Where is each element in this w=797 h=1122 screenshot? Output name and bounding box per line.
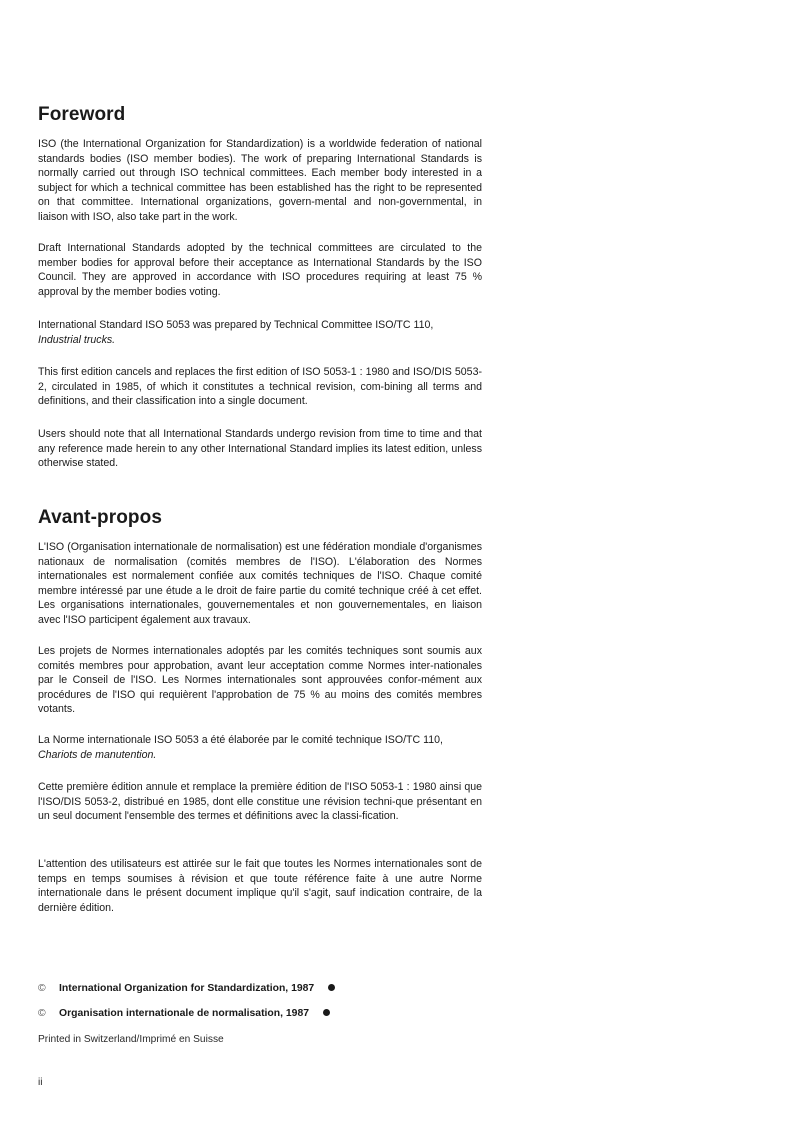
foreword-paragraph-5: Users should note that all International Standards undergo revision from time to time and that any reference made herein to any other International Standard implies its latest edition, unless otherwise stated. — [38, 428, 482, 469]
foreword-heading: Foreword — [38, 104, 126, 125]
avant-propos-paragraph-4: Cette première édition annule et remplace la première édition de l'ISO 5053-1 : 1980 ainsi que l'ISO/DIS 5053-2, distribué en 1985, dont elle constitue une révision techni-que présentant en un seul document l'ensemble des termes et définitions avec la classi-fication. — [38, 781, 482, 822]
foreword-committee-name: Industrial trucks. — [38, 333, 116, 346]
copyright-icon: © — [38, 983, 46, 994]
foreword-paragraph-3 — [38, 318, 482, 347]
page-number: ii — [38, 1077, 43, 1088]
foreword-paragraph-3-text: International Standard ISO 5053 was prepared by Technical Committee ISO/TC 110, — [38, 319, 434, 331]
copyright-french-text: Organisation internationale de normalisation, 1987 — [59, 1008, 310, 1019]
avant-propos-paragraph-2: Les projets de Normes internationales adoptés par les comités techniques sont soumis aux comités membres pour approbation, avant leur acceptation comme Normes inter-nationales par le Conseil de l'ISO. Les Normes internationales sont approuvées confor-mément aux procédures de l'ISO qui requièrent l'approbation de 75 % au moins des comités membres votants. — [38, 645, 482, 715]
foreword-paragraph-2: Draft International Standards adopted by the technical committees are circulated to the member bodies for approval before their acceptance as International Standards by the ISO Council. They are approved in accordance with ISO procedures requiring at least 75 % approval by the member bodies voting. — [38, 242, 482, 298]
avant-propos-paragraph-1: L'ISO (Organisation internationale de normalisation) est une fédération mondiale d'organismes nationaux de normalisation (comités membres de l'ISO). L'élaboration des Normes internationales est normalement confiée aux comités techniques de l'ISO. Chaque comité membre intéressé par une étude a le droit de faire partie du comité technique créé à cet effet. Les organisations internationales, gouvernementales et non gouvernementales, en liaison avec l'ISO participent également aux travaux. — [38, 541, 482, 626]
bullet-dot-icon — [323, 1009, 330, 1016]
copyright-french — [38, 1008, 330, 1019]
avant-propos-committee-name: Chariots de manutention. — [38, 748, 157, 761]
bullet-dot-icon — [328, 984, 335, 991]
copyright-english — [38, 983, 335, 994]
copyright-icon: © — [38, 1008, 46, 1019]
foreword-paragraph-1: ISO (the International Organization for Standardization) is a worldwide federation of national standards bodies (ISO member bodies). The work of preparing International Standards is normally carried out through ISO technical committees. Each member body interested in a subject for which a technical committee has been established has the right to be represented on that committee. International organizations, govern-mental and non-governmental, in liaison with ISO, also take part in the work. — [38, 138, 482, 223]
avant-propos-paragraph-3-text: La Norme internationale ISO 5053 a été élaborée par le comité technique ISO/TC 110, — [38, 734, 443, 746]
avant-propos-heading: Avant-propos — [38, 507, 162, 528]
avant-propos-paragraph-5: L'attention des utilisateurs est attirée sur le fait que toutes les Normes internationales sont de temps en temps soumises à révision et que toute référence faite à une autre Norme internationale dans le présent document implique qu'il s'agit, sauf indication contraire, de la dernière édition. — [38, 858, 482, 914]
printed-in-line: Printed in Switzerland/Imprimé en Suisse — [38, 1034, 224, 1045]
foreword-paragraph-4: This first edition cancels and replaces the first edition of ISO 5053-1 : 1980 and ISO/DIS 5053-2, circulated in 1985, of which it constitutes a technical revision, com-bining all terms and definitions, and their classification into a single document. — [38, 366, 482, 407]
copyright-english-text: International Organization for Standardization, 1987 — [59, 983, 315, 994]
avant-propos-paragraph-3 — [38, 733, 482, 762]
